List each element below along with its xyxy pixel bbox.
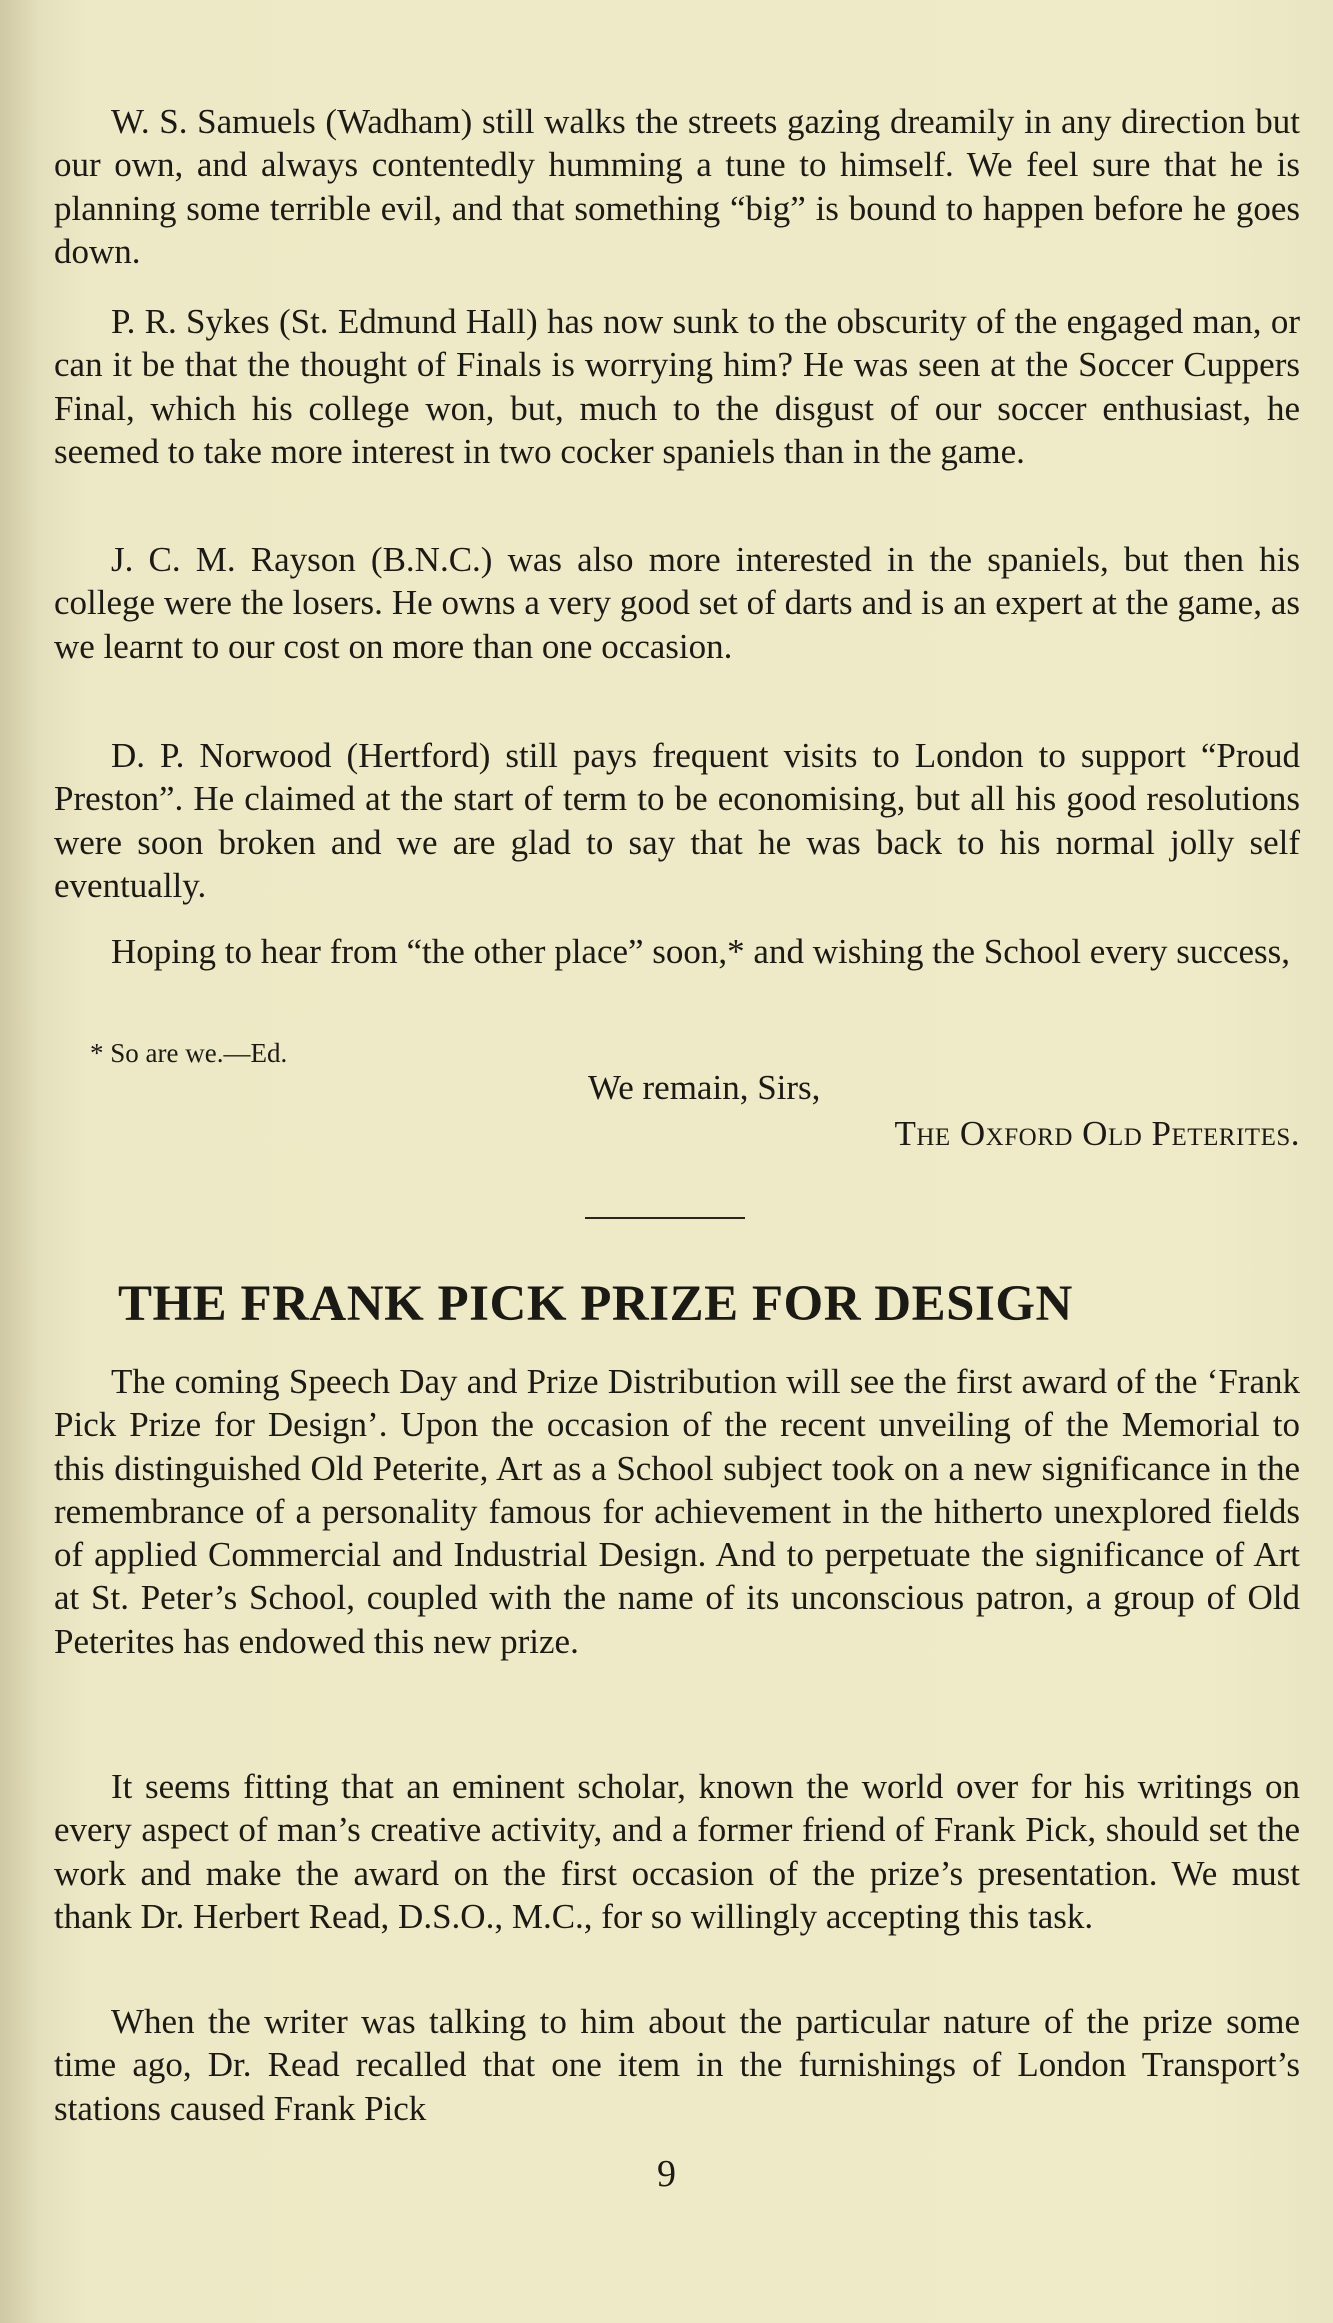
article-paragraph-2 — [54, 1765, 1300, 1938]
paragraph-prize-intro: The coming Speech Day and Prize Distribution will see the first award of the ‘Frank Pick Prize for Design’. Upon the occasion of the recent unveiling of the Memorial to this distinguished Old Peterite, Art as a School subject took on a new significance in the remembrance of a personality famous for achievement in the hitherto unexplored fields of applied Commercial and Industrial Design. And to perpetuate the significance of Art at St. Peter’s School, coupled with the name of its unconscious patron, a group of Old Peterites has endowed this new prize. — [54, 1362, 1300, 1661]
article-title: THE FRANK PICK PRIZE FOR DESIGN — [118, 1276, 1073, 1332]
letter-closing: We remain, Sirs, — [588, 1068, 821, 1107]
letter-paragraph-2 — [54, 300, 1300, 473]
letter-paragraph-3 — [54, 538, 1300, 668]
paragraph-london-transport: When the writer was talking to him about the particular nature of the prize some time ago, Dr. Read recalled that one item in the furnishings of London Transport’s stations caused Frank Pick — [54, 2002, 1300, 2128]
section-divider — [585, 1217, 745, 1219]
paragraph-samuels: W. S. Samuels (Wadham) still walks the streets gazing dreamily in any direction but our own, and always contentedly humming a tune to himself. We feel sure that he is planning some terrible evil, and that something “big” is bound to happen before he goes down. — [54, 102, 1300, 271]
article-paragraph-3 — [54, 2000, 1300, 2130]
editor-footnote: * So are we.—Ed. — [90, 1038, 288, 1068]
paragraph-sykes: P. R. Sykes (St. Edmund Hall) has now sunk to the obscurity of the engaged man, or can it be that the thought of Finals is worrying him? He was seen at the Soccer Cuppers Final, which his college won, but, much to the disgust of our soccer enthusiast, he seemed to take more interest in two cocker spaniels than in the game. — [54, 302, 1300, 471]
article-paragraph-1 — [54, 1360, 1300, 1663]
letter-paragraph-1 — [54, 100, 1300, 273]
page-number: 9 — [657, 2153, 676, 2195]
paragraph-rayson: J. C. M. Rayson (B.N.C.) was also more interested in the spaniels, but then his college were the losers. He owns a very good set of darts and is an expert at the game, as we learnt to our cost on more than one occasion. — [54, 540, 1300, 666]
letter-paragraph-4 — [54, 734, 1300, 907]
letter-signature: The Oxford Old Peterites. — [894, 1114, 1300, 1153]
paragraph-closing-wishes: Hoping to hear from “the other place” soon,* and wishing the School every success, — [111, 932, 1290, 971]
letter-paragraph-5 — [54, 930, 1300, 973]
paragraph-herbert-read: It seems fitting that an eminent scholar, known the world over for his writings on every aspect of man’s creative activity, and a former friend of Frank Pick, should set the work and make the award on the first occasion of the prize’s presentation. We must thank Dr. Herbert Read, D.S.O., M.C., for so willingly accepting this task. — [54, 1767, 1300, 1936]
paragraph-norwood: D. P. Norwood (Hertford) still pays frequent visits to London to support “Proud Preston”. He claimed at the start of term to be economising, but all his good resolutions were soon broken and we are glad to say that he was back to his normal jolly self eventually. — [54, 736, 1300, 905]
